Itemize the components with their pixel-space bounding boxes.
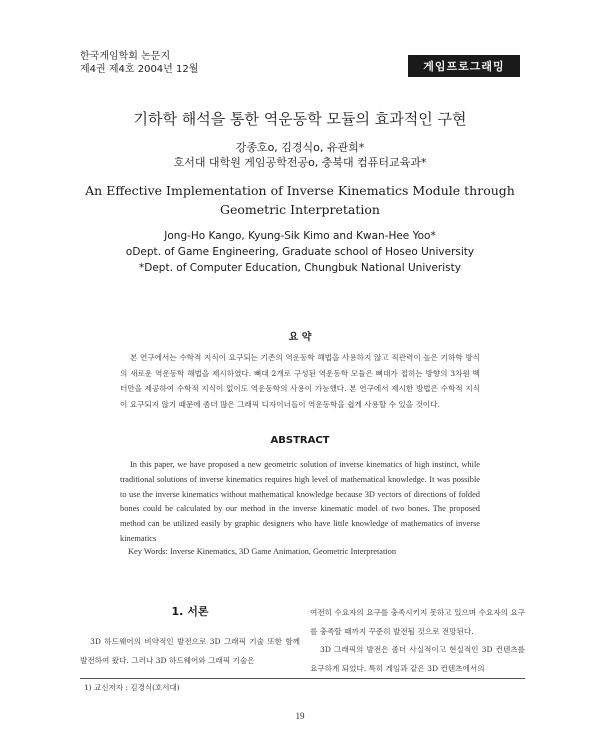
abstract-korean-heading: 요 약: [288, 332, 312, 343]
abstract-korean: 본 연구에서는 수학적 지식이 요구되는 기존의 역운동학 해법을 사용하지 않고 직관력이 높은 기하학 방식의 새로운 역운동학 해법을 제시하였다. 뼈대 2개로 구성된 역운동학 모듈은 뼈대가 접히는 방향의 3차원 벡터만을 제공하여 수학적 지식이 없이도 역운동학의 사용이 가능했다. 본 연구에서 제시한 방법은 수학적 지식이 요구되지 않기 때문에 좀더 많은 그래픽 디자이너들이 역운동학을 쉽게 사용할 수 있을 것이다.: [120, 353, 480, 409]
journal-info: [80, 50, 198, 76]
authors-korean-block: [0, 140, 600, 170]
keywords: Key Words: Inverse Kinematics, 3D Game Animation, Geometric Interpretation: [128, 547, 397, 556]
authors-english-block: [0, 228, 600, 276]
title-english-line1: An Effective Implementation of Inverse Kinematics Module through: [85, 183, 515, 198]
footnote: 1) 교신저자 : 김경식(호서대): [84, 683, 180, 692]
journal-name: 한국게임학회 논문지: [80, 51, 171, 62]
body-right-column: [310, 604, 525, 678]
journal-issue: 제4권 제4호 2004년 12월: [80, 64, 199, 75]
title-korean: 기하학 해석을 통한 역운동학 모듈의 효과적인 구현: [133, 110, 467, 128]
title-english-line2: Geometric Interpretation: [220, 202, 380, 217]
title-english: [0, 181, 600, 219]
category-badge: 게임프로그래밍: [408, 55, 520, 77]
affiliation-english-2: *Dept. of Computer Education, Chungbuk National Univeristy: [139, 262, 461, 274]
footnote-divider: [80, 678, 525, 679]
page-number: 19: [295, 711, 305, 721]
affiliation-korean: 호서대 대학원 게임공학전공o, 충북대 컴퓨터교육과*: [173, 156, 427, 169]
abstract-english-heading: ABSTRACT: [270, 435, 330, 446]
authors-korean: 강종호o, 김경식o, 유관희*: [235, 141, 365, 154]
body-right-paragraph-2: 3D 그래픽의 발전은 좀더 사실적이고 현실적인 3D 컨텐츠를 요구하게 되었다. 특히 게임과 같은 3D 컨텐츠에서의: [310, 645, 525, 673]
authors-english: Jong-Ho Kango, Kyung-Sik Kimo and Kwan-Hee Yoo*: [164, 230, 436, 242]
affiliation-english-1: oDept. of Game Engineering, Graduate school of Hoseo University: [125, 246, 475, 258]
body-left-paragraph: 3D 하드웨어의 비약적인 발전으로 3D 그래픽 기술 또한 함께 발전하여 왔다. 그러나 3D 하드웨어와 그래픽 기술은: [80, 637, 300, 665]
abstract-english: In this paper, we have proposed a new geometric solution of inverse kinematics of high instinct, while traditional solutions of inverse kinematics requires high level of mathematical knowledge. It was possible to use the inverse kinematics without mathematical knowledge because 3D vectors of directions of folded bones could be calculated by our method in the inverse kinematic model of two bones. The proposed method can be utilized easily by graphic designers who have little knowledge of mathematics of inverse kinematics: [120, 460, 480, 543]
section-1-heading: 1. 서론: [171, 605, 209, 618]
body-right-paragraph-1: 여전히 수요자의 요구를 충족시키지 못하고 있으며 수요자의 요구를 충족할 때까지 꾸준히 발전될 것으로 전망된다.: [310, 608, 525, 636]
